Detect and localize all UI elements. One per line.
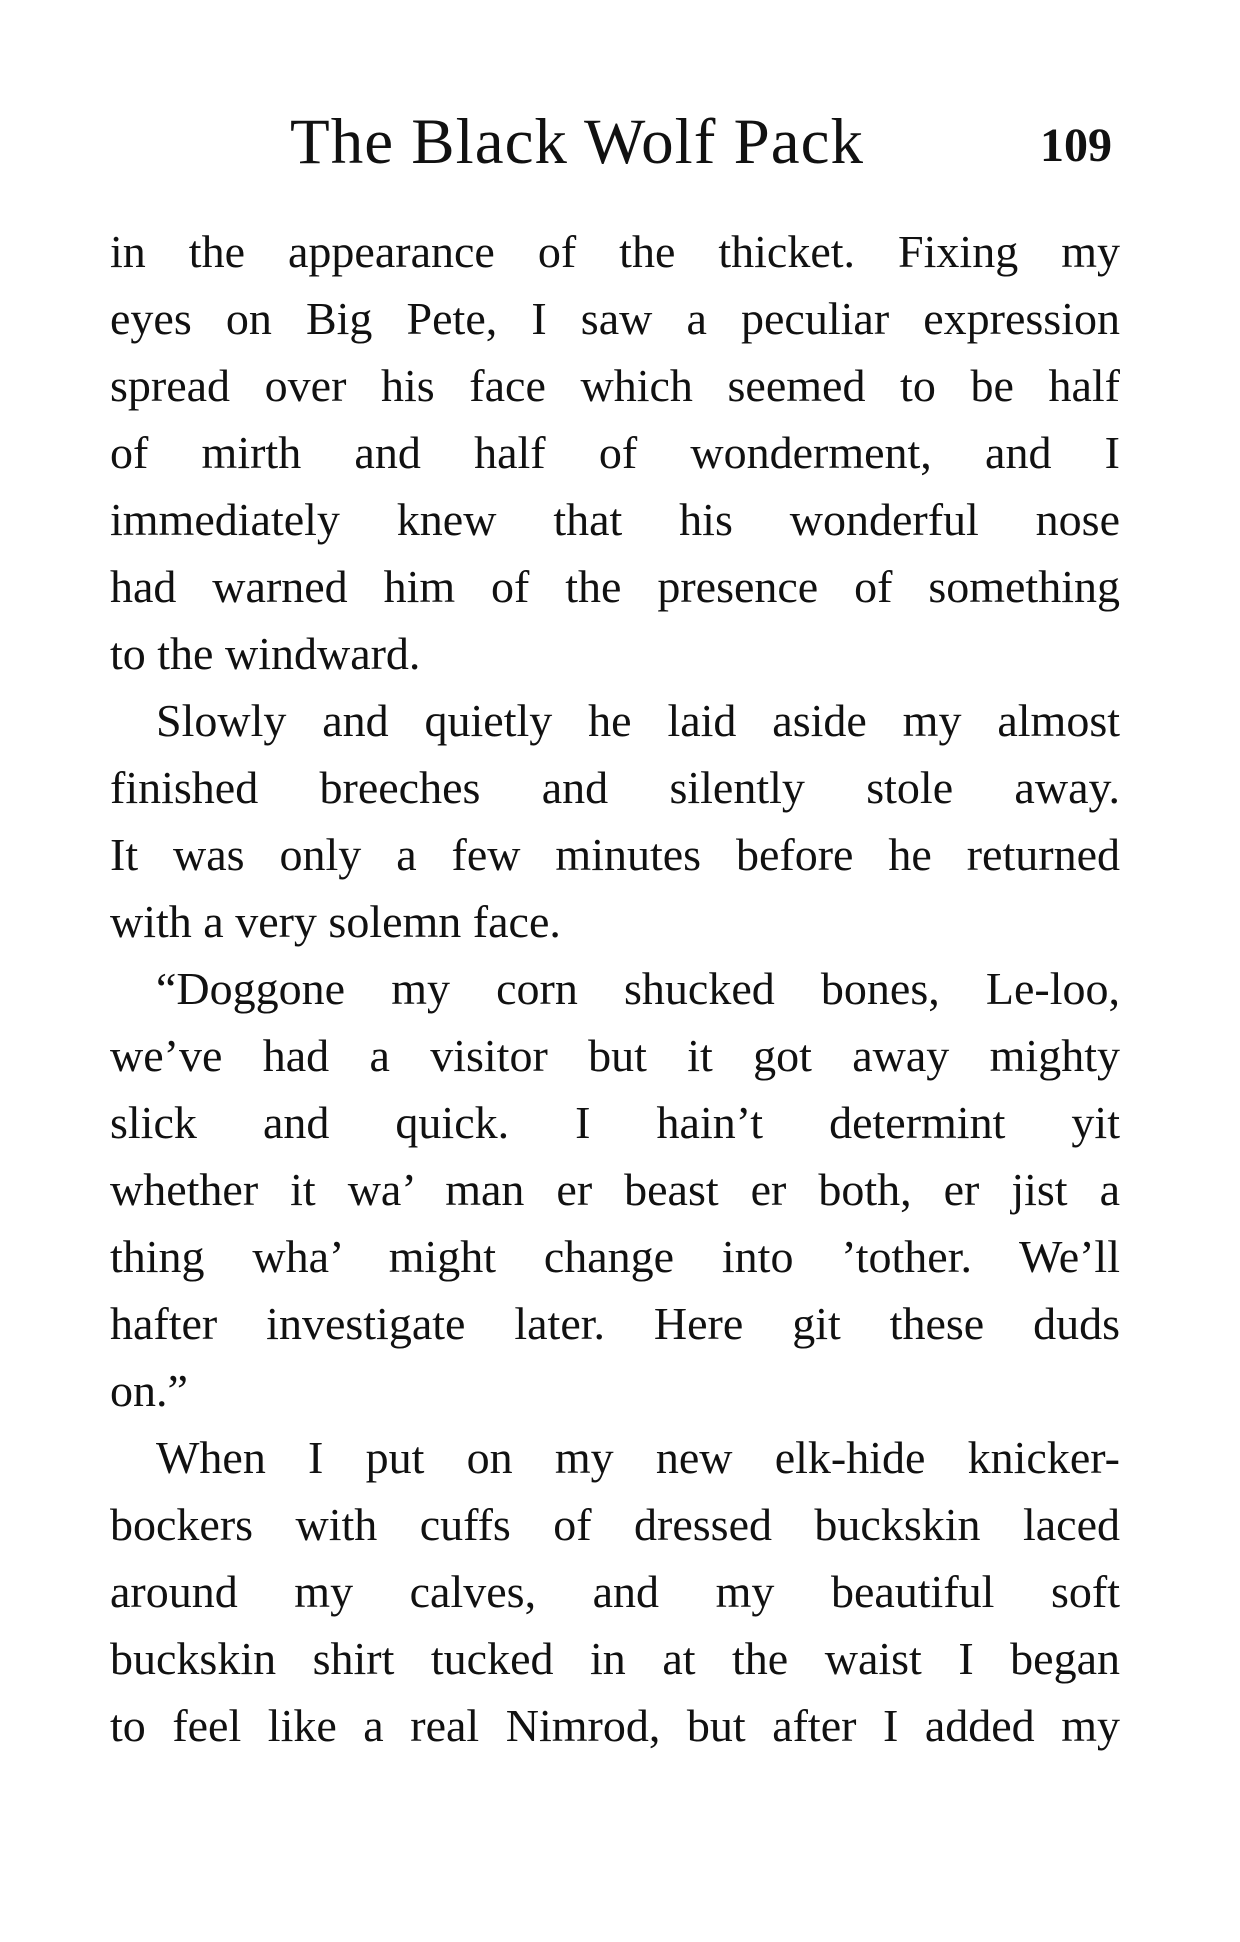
text-line: around my calves, and my beautiful soft [110, 1566, 1120, 1617]
text-line: to the windward. [110, 628, 421, 679]
text-line: with a very solemn face. [110, 896, 561, 947]
text-line: It was only a few minutes before he returned [110, 829, 1120, 880]
text-line: on.” [110, 1365, 188, 1416]
paragraph-start-line: Slowly and quietly he laid aside my almost [156, 695, 1120, 746]
page-number: 109 [1040, 119, 1112, 172]
text-line: we’ve had a visitor but it got away mighty [110, 1030, 1120, 1081]
text-line: buckskin shirt tucked in at the waist I began [110, 1633, 1120, 1684]
text-line: had warned him of the presence of something [110, 561, 1120, 612]
text-line: spread over his face which seemed to be half [110, 360, 1120, 411]
text-line: immediately knew that his wonderful nose [110, 494, 1120, 545]
running-title: The Black Wolf Pack [290, 106, 864, 178]
body-text [110, 218, 1120, 1759]
text-line: slick and quick. I hain’t determint yit [110, 1097, 1120, 1148]
text-line: bockers with cuffs of dressed buckskin laced [110, 1499, 1120, 1550]
text-line: to feel like a real Nimrod, but after I added my [110, 1700, 1120, 1751]
text-line: in the appearance of the thicket. Fixing my [110, 226, 1120, 277]
text-line: whether it wa’ man er beast er both, er jist a [110, 1164, 1120, 1215]
text-line: of mirth and half of wonderment, and I [110, 427, 1120, 478]
text-line: hafter investigate later. Here git these duds [110, 1298, 1120, 1349]
text-line: finished breeches and silently stole away. [110, 762, 1120, 813]
paragraph-start-line: “Doggone my corn shucked bones, Le-loo, [156, 963, 1120, 1014]
text-line: thing wha’ might change into ’tother. We’ll [110, 1231, 1120, 1282]
text-line: eyes on Big Pete, I saw a peculiar expression [110, 293, 1120, 344]
paragraph-start-line: When I put on my new elk-hide knicker- [156, 1432, 1120, 1483]
